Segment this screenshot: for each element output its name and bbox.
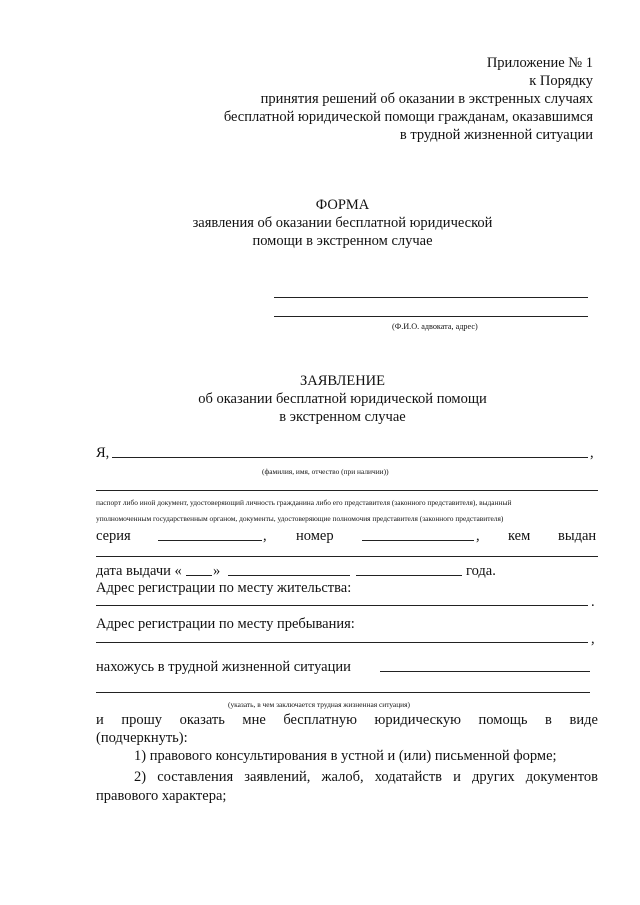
addressee-line-2 <box>274 316 588 317</box>
difficult-line-1 <box>380 671 590 672</box>
reg-residence-label: Адрес регистрации по месту жительства: <box>96 580 352 596</box>
issued-by-line <box>96 556 598 557</box>
item-2-word: других <box>472 769 515 785</box>
item-2-word: ходатайств <box>374 769 442 785</box>
appendix-line-4: бесплатной юридической помощи гражданам, оказавшимся <box>223 109 593 125</box>
form-subtitle-1: заявления об оказании бесплатной юридической <box>192 215 493 231</box>
request-word: и <box>96 712 104 728</box>
request-word: бесплатную <box>283 712 357 728</box>
series-line <box>158 540 262 541</box>
reg-stay-label: Адрес регистрации по месту пребывания: <box>96 616 355 632</box>
issued-label: выдан <box>558 528 597 544</box>
request-word: помощь <box>478 712 528 728</box>
request-word: мне <box>242 712 266 728</box>
underline-note: (подчеркнуть): <box>96 730 188 746</box>
number-label: номер <box>296 528 334 544</box>
request-word: виде <box>569 712 598 728</box>
passport-caption-2: уполномоченным государственным органом, документы, удостоверяющие полномочия представителя (законного представителя) <box>96 514 504 523</box>
item-2 <box>134 769 598 786</box>
issue-date-quote: » <box>213 563 221 579</box>
item-1: 1) правового консультирования в устной и (или) письменной форме; <box>134 748 557 764</box>
form-subtitle-2: помощи в экстренном случае <box>252 233 433 249</box>
request-word: оказать <box>179 712 225 728</box>
statement-subtitle-1: об оказании бесплатной юридической помощи <box>198 391 487 407</box>
reg-residence-period: . <box>591 594 595 610</box>
item-2-word: документов <box>525 769 598 785</box>
reg-stay-comma: , <box>591 631 595 647</box>
number-line <box>362 540 474 541</box>
issue-month-line <box>228 575 350 576</box>
appendix-line-1: Приложение № 1 <box>486 55 593 71</box>
item-2-word: 2) <box>134 769 147 785</box>
request-word: в <box>545 712 552 728</box>
statement-title: ЗАЯВЛЕНИЕ <box>299 373 386 389</box>
item-2-continuation: правового характера; <box>96 788 227 804</box>
appendix-line-2: к Порядку <box>529 73 593 89</box>
addressee-line-1 <box>274 297 588 298</box>
reg-stay-line <box>96 642 588 643</box>
appendix-line-5: в трудной жизненной ситуации <box>399 127 593 143</box>
passport-caption-1: паспорт либо иной документ, удостоверяющий личность гражданина либо его представителя (законного представителя), выданный <box>96 498 512 507</box>
difficult-label: нахожусь в трудной жизненной ситуации <box>96 659 351 675</box>
request-word: юридическую <box>374 712 461 728</box>
fio-caption: (фамилия, имя, отчество (при наличии)) <box>262 467 389 476</box>
fio-comma: , <box>590 445 594 461</box>
appendix-line-3: принятия решений об оказании в экстренных случаях <box>260 91 593 107</box>
item-2-word: составления <box>157 769 234 785</box>
form-title: ФОРМА <box>315 197 370 213</box>
difficult-line-2 <box>96 692 590 693</box>
reg-residence-line <box>96 605 588 606</box>
item-2-word: и <box>453 769 461 785</box>
addressee-caption: (Ф.И.О. адвоката, адрес) <box>392 322 478 331</box>
series-label: серия <box>96 528 131 544</box>
request-line <box>96 712 598 729</box>
statement-subtitle-2: в экстренном случае <box>279 409 406 425</box>
fio-line <box>112 457 588 458</box>
issue-date-label: дата выдачи « <box>96 563 182 579</box>
series-comma: , <box>263 528 267 544</box>
year-label: года. <box>466 563 496 579</box>
request-word: прошу <box>121 712 163 728</box>
passport-line <box>96 490 598 491</box>
i-prefix: Я, <box>96 445 110 461</box>
item-2-word: заявлений, <box>244 769 311 785</box>
item-2-word: жалоб, <box>321 769 364 785</box>
number-comma: , <box>476 528 480 544</box>
difficult-caption: (указать, в чем заключается трудная жизненная ситуация) <box>228 700 410 709</box>
issued-by-label: кем <box>508 528 531 544</box>
issue-day-line <box>186 575 212 576</box>
issue-year-line <box>356 575 462 576</box>
